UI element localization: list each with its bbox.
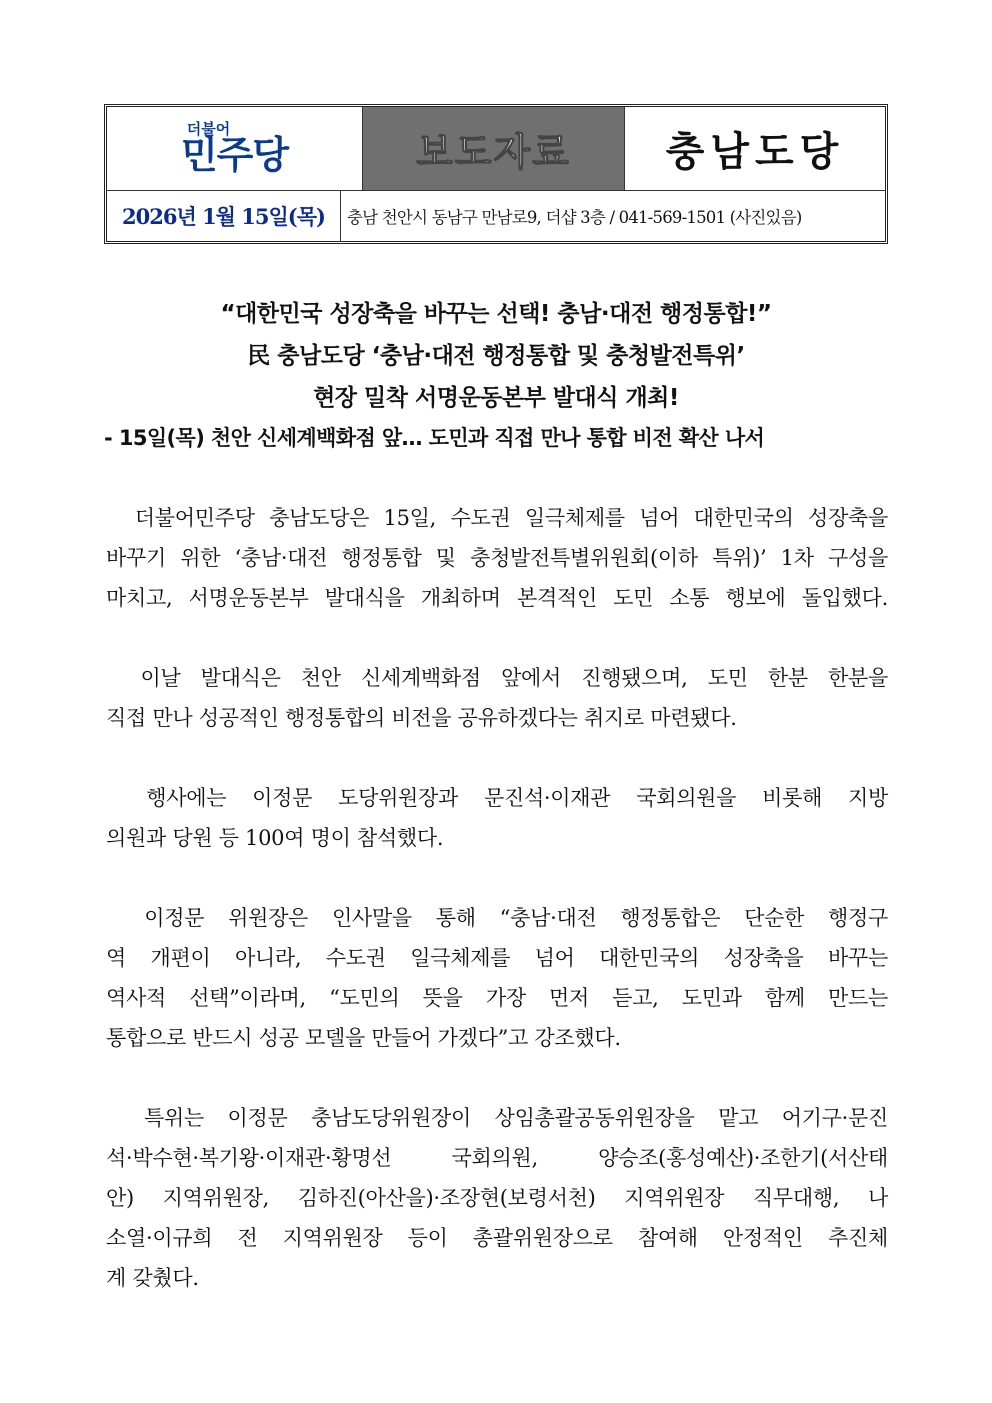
headline-line-3: 현장 밀착 서명운동본부 발대식 개최! xyxy=(313,385,679,411)
logo-main-text: 민주당 xyxy=(180,133,289,177)
header-bottom-row xyxy=(107,191,885,241)
body-paragraph-2-line: 이날 발대식은 천안 신세계백화점 앞에서 진행됐으며, 도민 한분 한분을 xyxy=(106,666,888,690)
party-unit-cell xyxy=(625,107,885,190)
logo-small-text: 더불어 xyxy=(186,120,231,138)
body-paragraph-5-line: 석·박수현·복기왕·이재관·황명선 국회의원, 양승조(홍성예산)·조한기(서산태 xyxy=(106,1146,888,1170)
body-paragraph-4-line: 역사적 선택”이라며, “도민의 뜻을 가장 먼저 듣고, 도민과 함께 만드는 xyxy=(106,986,888,1010)
party-logo xyxy=(107,107,363,190)
date-cell xyxy=(107,191,341,241)
party-unit-label: 충남도당 xyxy=(665,129,845,175)
body-paragraph-3-line: 의원과 당원 등 100여 명이 참석했다. xyxy=(106,826,444,850)
release-date: 2026년 1월 15일(목) xyxy=(122,204,325,229)
contact-address: 충남 천안시 동남구 만남로9, 더샵 3층 / 041-569-1501 (사진있음) xyxy=(347,208,802,227)
address-cell xyxy=(341,191,885,241)
body-paragraph-4-line: 역 개편이 아니라, 수도권 일극체제를 넘어 대한민국의 성장축을 바꾸는 xyxy=(106,946,888,970)
body-paragraph-4-line: 이정문 위원장은 인사말을 통해 “충남·대전 행정통합은 단순한 행정구 xyxy=(106,906,888,930)
subheadline: - 15일(목) 천안 신세계백화점 앞… 도민과 직접 만나 통합 비전 확산 나서 xyxy=(104,426,765,450)
press-release-label-cell xyxy=(363,107,625,190)
press-release-label: 보도자료 xyxy=(416,130,571,174)
body-paragraph-1-line: 더불어민주당 충남도당은 15일, 수도권 일극체제를 넘어 대한민국의 성장축을 xyxy=(106,506,888,530)
body-paragraph-2-line: 직접 만나 성공적인 행정통합의 비전을 공유하겠다는 취지로 마련됐다. xyxy=(106,706,737,730)
headline-line-1: “대한민국 성장축을 바꾸는 선택! 충남·대전 행정통합!” xyxy=(220,301,772,327)
body-paragraph-5-line: 계 갖췄다. xyxy=(106,1266,199,1290)
body-paragraph-1-line: 바꾸기 위한 ‘충남·대전 행정통합 및 충청발전특별위원회(이하 특위)’ 1차 구성을 xyxy=(106,546,888,570)
body-paragraph-5-line: 특위는 이정문 충남도당위원장이 상임총괄공동위원장을 맡고 어기구·문진 xyxy=(106,1106,888,1130)
body-paragraph-5-line: 안) 지역위원장, 김하진(아산을)·조장현(보령서천) 지역위원장 직무대행, 나 xyxy=(106,1186,888,1210)
body-paragraph-5-line: 소열·이규희 전 지역위원장 등이 총괄위원장으로 참여해 안정적인 추진체 xyxy=(106,1226,888,1250)
headline-line-2: 民 충남도당 ‘충남·대전 행정통합 및 충청발전특위’ xyxy=(247,343,745,369)
body-paragraph-3-line: 행사에는 이정문 도당위원장과 문진석·이재관 국회의원을 비롯해 지방 xyxy=(106,786,888,810)
body-paragraph-4-line: 통합으로 반드시 성공 모델을 만들어 가겠다”고 강조했다. xyxy=(106,1026,621,1050)
press-release-header xyxy=(104,104,888,244)
header-top-row xyxy=(107,107,885,191)
body-paragraph-1-line: 마치고, 서명운동본부 발대식을 개최하며 본격적인 도민 소통 행보에 돌입했다. xyxy=(106,586,888,610)
